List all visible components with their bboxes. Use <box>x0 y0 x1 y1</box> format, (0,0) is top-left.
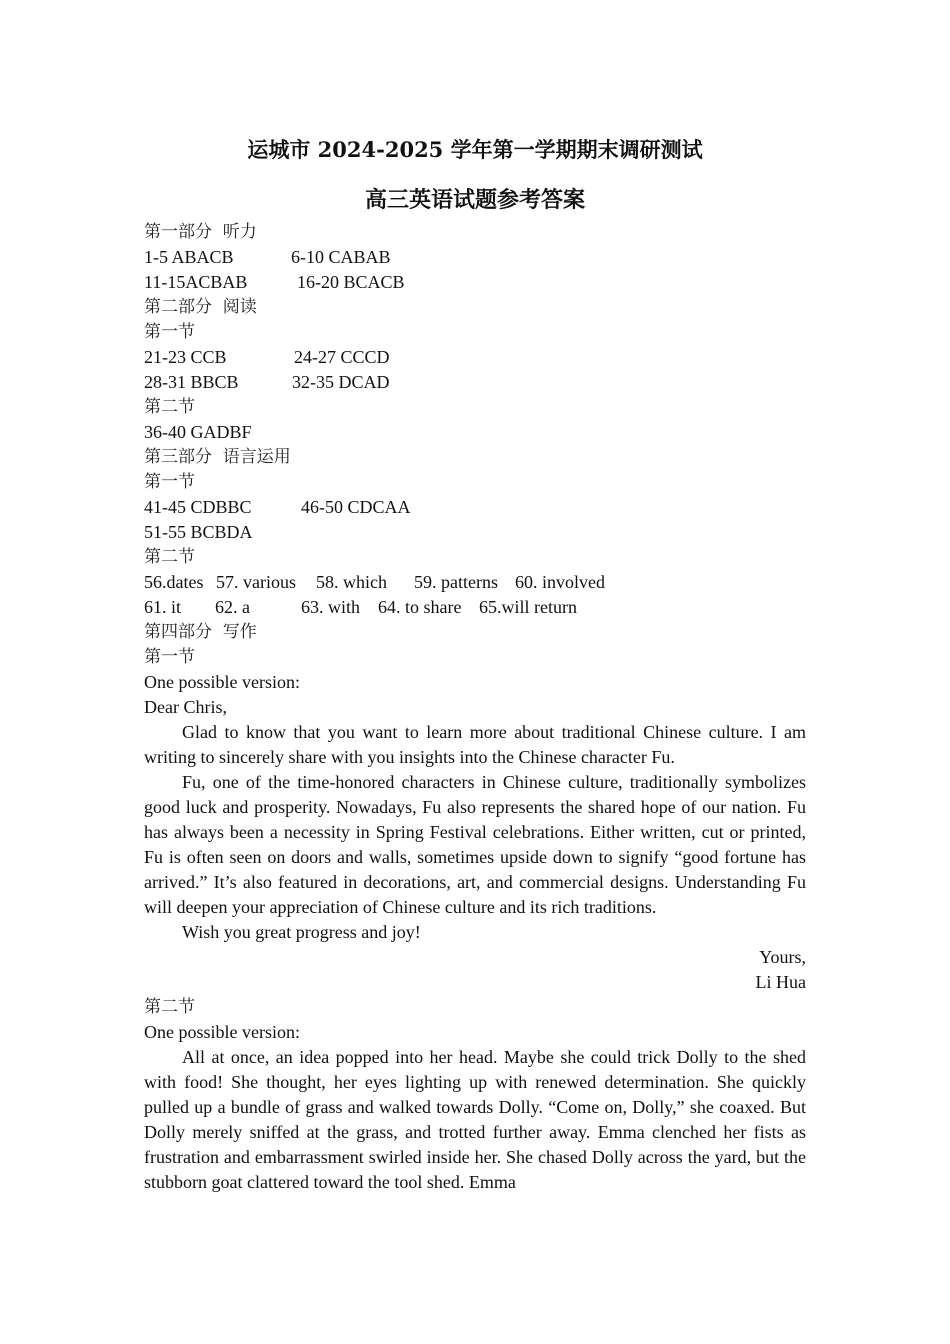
part2-heading: 第二部分 阅读 <box>144 297 257 317</box>
answer-row <box>144 345 806 370</box>
answer-row <box>144 245 806 270</box>
section-heading: 第一节 <box>144 472 195 492</box>
fill-in-answer: 59. patterns <box>414 572 498 592</box>
letter-greeting: Dear Chris, <box>144 697 227 717</box>
part4-heading: 第四部分 写作 <box>144 622 257 642</box>
letter-closing: Yours, <box>759 947 806 967</box>
answer-group: 41-45 CDBBC <box>144 497 252 517</box>
answer-group: 28-31 BBCB <box>144 372 239 392</box>
version-label: One possible version: <box>144 1022 300 1042</box>
fill-in-answer: 63. with <box>301 597 361 617</box>
answer-row: 51-55 BCBDA <box>144 522 253 542</box>
page-subtitle: 高三英语试题参考答案 <box>364 187 585 213</box>
essay-paragraph: All at once, an idea popped into her head. Maybe she could trick Dolly to the shed with food! She thought, her eyes lighting up with renewed determination. She quickly pulled up a bundle of grass and walked towards Dolly. “Come on, Dolly,” she coaxed. But Dolly merely sniffed at the grass, and trotted further away. Emma clenched her fists as frustration and embarrassment swirled inside her. She chased Dolly across the yard, but the stubborn goat clattered toward the tool shed. Emma <box>144 1047 806 1192</box>
answer-row: 36-40 GADBF <box>144 422 252 442</box>
fill-in-row <box>144 570 806 595</box>
page-title: 运城市 2024-2025 学年第一学期期末调研测试 <box>247 137 703 162</box>
answer-group: 46-50 CDCAA <box>301 497 411 517</box>
answer-sheet <box>144 130 806 1195</box>
section-heading: 第二节 <box>144 397 195 417</box>
section-heading: 第二节 <box>144 547 195 567</box>
fill-in-answer: 61. it <box>144 597 182 617</box>
answer-row <box>144 370 806 395</box>
fill-in-answer: 56.dates <box>144 572 204 592</box>
version-label: One possible version: <box>144 672 300 692</box>
section-heading: 第二节 <box>144 997 195 1017</box>
fill-in-answer: 65.will return <box>479 597 577 617</box>
answer-group: 16-20 BCACB <box>297 272 405 292</box>
answer-group: 6-10 CABAB <box>291 247 391 267</box>
fill-in-answer: 62. a <box>215 597 250 617</box>
answer-group: 21-23 CCB <box>144 347 227 367</box>
part3-heading: 第三部分 语言运用 <box>144 447 291 467</box>
answer-group: 1-5 ABACB <box>144 247 234 267</box>
answer-row <box>144 495 806 520</box>
answer-group: 24-27 CCCD <box>294 347 390 367</box>
essay-paragraph: Wish you great progress and joy! <box>182 922 421 942</box>
fill-in-row <box>144 595 806 620</box>
fill-in-answer: 60. involved <box>515 572 605 592</box>
fill-in-answer: 64. to share <box>378 597 462 617</box>
essay-paragraph: Glad to know that you want to learn more about traditional Chinese culture. I am writing to sincerely share with you insights into the Chinese character Fu. <box>144 722 806 767</box>
fill-in-answer: 58. which <box>316 572 387 592</box>
answer-group: 32-35 DCAD <box>292 372 390 392</box>
section-heading: 第一节 <box>144 322 195 342</box>
answer-group: 11-15ACBAB <box>144 272 248 292</box>
answer-row <box>144 270 806 295</box>
essay-paragraph: Fu, one of the time-honored characters in Chinese culture, traditionally symbolizes good luck and prosperity. Nowadays, Fu also represents the shared hope of our nation. Fu has always been a necessity in Spring Festival celebrations. Either written, cut or printed, Fu is often seen on doors and walls, sometimes upside down to signify “good fortune has arrived.” It’s also featured in decorations, art, and commercial designs. Understanding Fu will deepen your appreciation of Chinese culture and its rich traditions. <box>144 772 806 917</box>
part1-heading: 第一部分 听力 <box>144 222 257 242</box>
letter-signature: Li Hua <box>755 972 806 992</box>
fill-in-answer: 57. various <box>216 572 296 592</box>
section-heading: 第一节 <box>144 647 195 667</box>
